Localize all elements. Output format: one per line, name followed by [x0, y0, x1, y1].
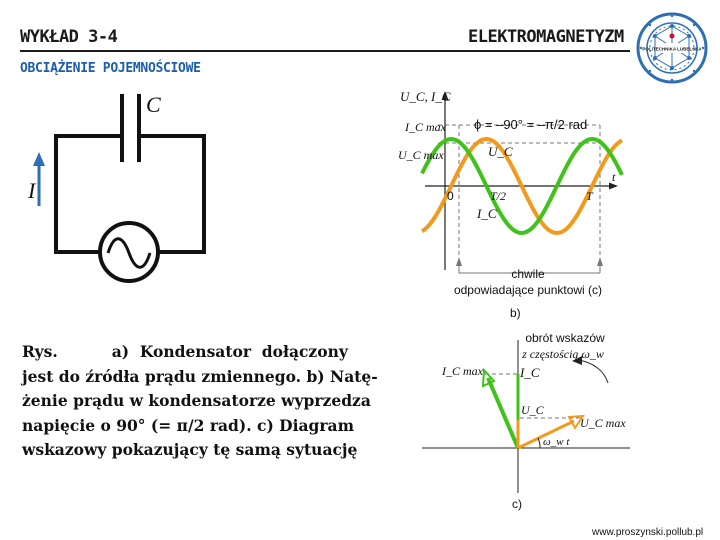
university-logo [636, 12, 708, 84]
tick-half-period: T/2 [490, 189, 507, 203]
logo-text: POLITECHNIKA LUBELSKA [642, 46, 702, 52]
y-axis-label: U_C, I_C [400, 89, 451, 104]
current-label: I [28, 178, 36, 203]
circuit-diagram [22, 88, 212, 288]
ic-phasor [488, 378, 518, 448]
t-axis-label: t [612, 170, 616, 184]
caption-line: wskazowy pokazujący tę samą sytuację [22, 440, 358, 459]
moments-label: chwile [511, 267, 545, 281]
phasor-ic-label: I_C [520, 365, 540, 380]
header-rule [20, 50, 630, 52]
uc-max-label: U_C max [398, 148, 444, 162]
tick-period: T [586, 189, 593, 203]
phasor-angle-label: ω_w t [543, 436, 570, 448]
caption-line: jest do źródła prądu zmiennego. b) Natę- [22, 366, 378, 386]
capacitor-label: C [146, 92, 161, 117]
rotation-label: obrót wskazów [525, 331, 605, 345]
phasor-diagram [420, 328, 640, 513]
phasor-ic-max-label: I_C max [442, 364, 483, 378]
moments-label-2: odpowiadające punktowi (c) [453, 283, 603, 297]
lecture-title: WYKŁAD 3-4 [20, 27, 118, 47]
tick-zero: 0 [447, 189, 454, 203]
section-title: OBCIĄŻENIE POJEMNOŚCIOWE [20, 61, 201, 76]
subject-title: ELEKTROMAGNETYZM [468, 27, 624, 47]
rotation-label-2: z częstością ω_w [522, 347, 604, 361]
panel-label-c: c) [512, 497, 522, 511]
angle-arc [538, 438, 540, 448]
caption-line: napięcie o 90° (= π/2 rad). c) Diagram [22, 415, 355, 435]
phasor-uc-label: U_C [521, 403, 544, 417]
ic-curve-label: I_C [477, 206, 497, 221]
panel-label-b: b) [510, 306, 521, 320]
footer-url[interactable]: www.proszynski.pollub.pl [592, 527, 704, 538]
rotation-arrow-icon [578, 360, 608, 383]
voltage-curve [422, 139, 622, 233]
ic-max-label: I_C max [405, 120, 446, 134]
caption-line: Rys. a) Kondensator dołączony [22, 342, 348, 361]
figure-caption [22, 340, 378, 463]
uc-curve-label: U_C [488, 144, 513, 159]
caption-line: żenie prądu w kondensatorze wyprzedza [22, 391, 371, 410]
phasor-uc-max-label: U_C max [580, 416, 626, 430]
phase-text: ϕ = –90° = –π/2 rad [474, 117, 588, 132]
waveform-graph [390, 85, 630, 325]
